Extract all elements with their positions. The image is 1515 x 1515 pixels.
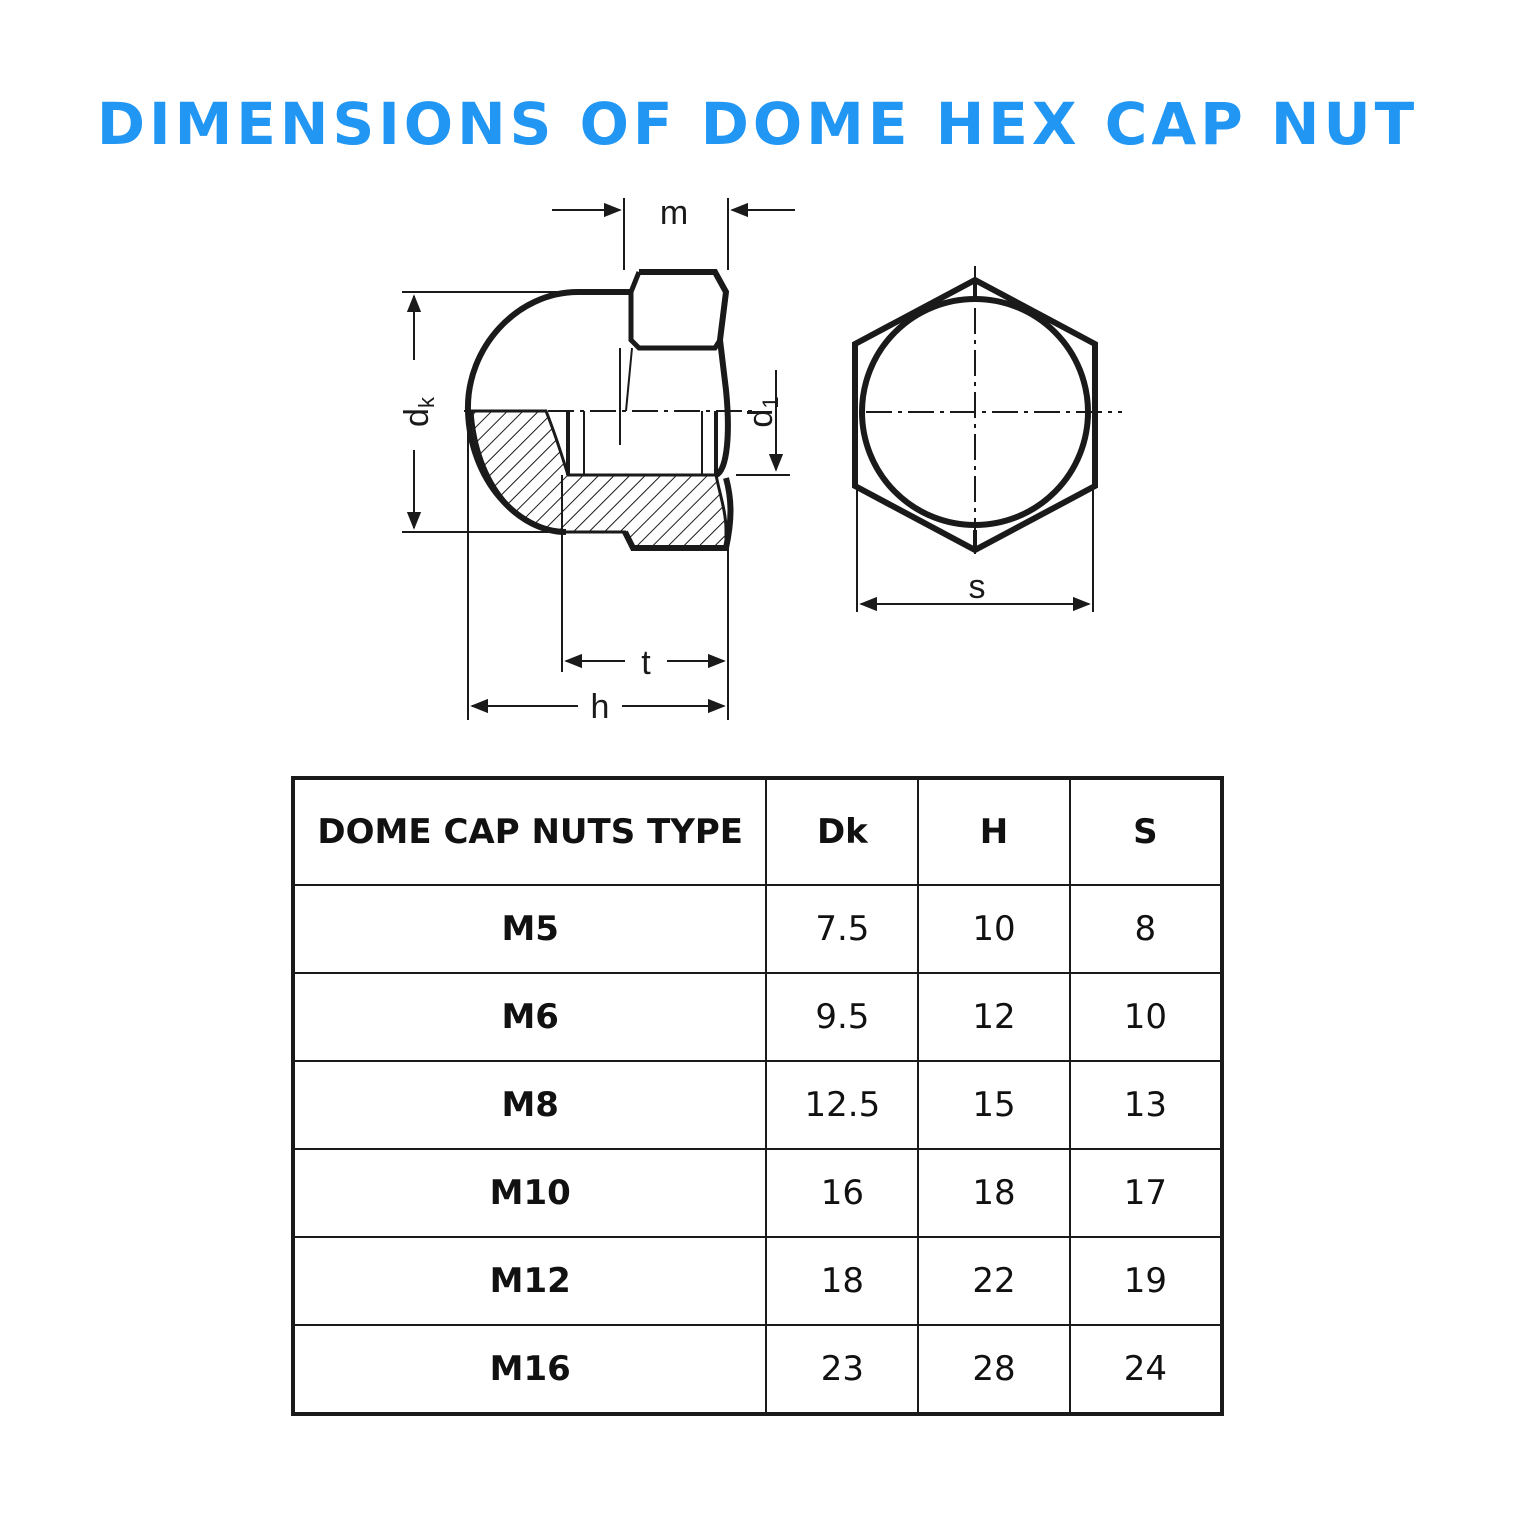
table-header-row	[293, 778, 1222, 885]
cell-dk: 7.5	[766, 885, 918, 973]
side-view	[398, 194, 795, 726]
cell-type: M16	[293, 1325, 766, 1414]
dim-label-dk-main: d	[398, 408, 436, 427]
dim-label-t: t	[641, 644, 651, 682]
cell-type: M10	[293, 1149, 766, 1237]
cell-type: M6	[293, 973, 766, 1061]
header-h: H	[918, 778, 1069, 885]
table-row	[293, 973, 1222, 1061]
header-dk: Dk	[766, 778, 918, 885]
dim-label-s: s	[968, 568, 986, 606]
table-row	[293, 1237, 1222, 1325]
cell-h: 28	[918, 1325, 1069, 1414]
dim-label-dk	[398, 396, 439, 427]
cell-dk: 12.5	[766, 1061, 918, 1149]
cell-s: 24	[1070, 1325, 1222, 1414]
cell-s: 10	[1070, 973, 1222, 1061]
dim-label-d1-sub: 1	[758, 396, 783, 409]
cell-type: M8	[293, 1061, 766, 1149]
dim-label-dk-sub: k	[414, 397, 439, 409]
cell-h: 22	[918, 1237, 1069, 1325]
dim-label-m: m	[659, 194, 689, 232]
table-row	[293, 1149, 1222, 1237]
header-s: S	[1070, 778, 1222, 885]
cell-s: 19	[1070, 1237, 1222, 1325]
dim-label-d1	[742, 396, 783, 427]
cell-h: 10	[918, 885, 1069, 973]
cell-type: M5	[293, 885, 766, 973]
table-row	[293, 1061, 1222, 1149]
header-type: DOME CAP NUTS TYPE	[293, 778, 766, 885]
cell-dk: 9.5	[766, 973, 918, 1061]
table-row	[293, 1325, 1222, 1414]
dim-label-h: h	[590, 688, 610, 726]
dimensions-table	[291, 776, 1224, 1416]
top-view	[855, 266, 1122, 612]
cell-h: 15	[918, 1061, 1069, 1149]
table-row	[293, 885, 1222, 973]
cell-dk: 23	[766, 1325, 918, 1414]
dim-label-d1-main: d	[742, 408, 780, 428]
section-hatch	[472, 411, 726, 548]
page-title: DIMENSIONS OF DOME HEX CAP NUT	[96, 90, 1419, 158]
cell-s: 13	[1070, 1061, 1222, 1149]
cell-s: 8	[1070, 885, 1222, 973]
cell-h: 12	[918, 973, 1069, 1061]
cell-type: M12	[293, 1237, 766, 1325]
cell-s: 17	[1070, 1149, 1222, 1237]
cell-h: 18	[918, 1149, 1069, 1237]
cell-dk: 16	[766, 1149, 918, 1237]
cell-dk: 18	[766, 1237, 918, 1325]
